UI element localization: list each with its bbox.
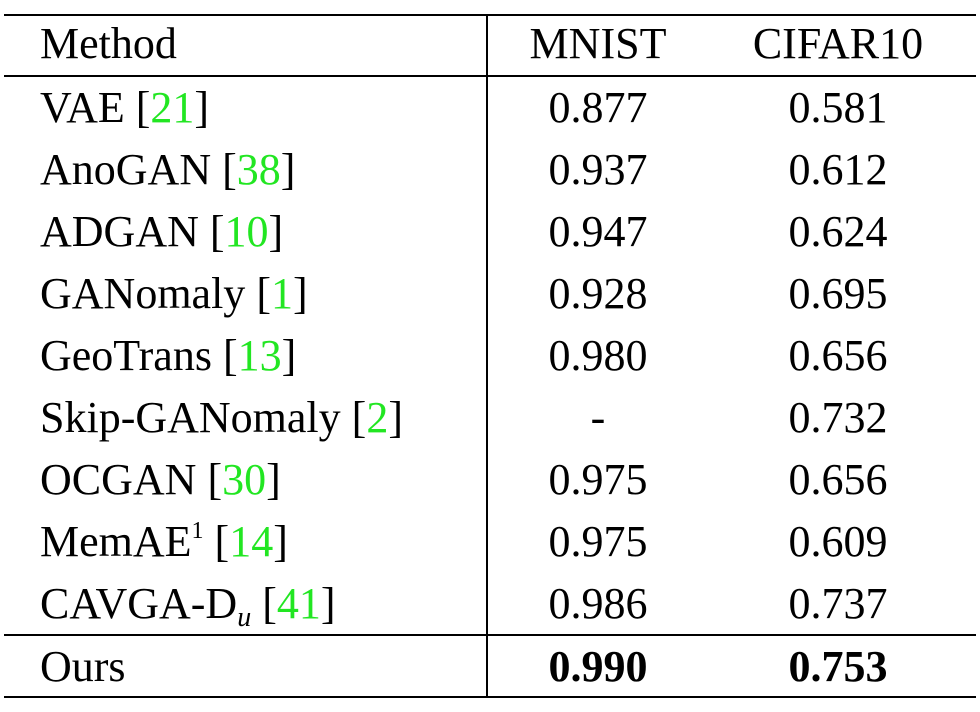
method-subscript: u xyxy=(237,602,252,633)
mnist-value: 0.937 xyxy=(548,145,648,194)
citation-link[interactable]: 13 xyxy=(237,331,282,380)
method-name: CAVGA-D xyxy=(40,579,238,628)
method-cell: GANomaly [1] xyxy=(40,269,308,318)
header-mnist: MNIST xyxy=(529,19,667,68)
cifar10-value: 0.624 xyxy=(788,207,888,256)
cifar10-value: 0.656 xyxy=(788,331,888,380)
mnist-value: 0.975 xyxy=(548,455,648,504)
citation-link[interactable]: 2 xyxy=(366,393,389,442)
header-cifar10: CIFAR10 xyxy=(752,19,924,68)
method-superscript: 1 xyxy=(191,518,204,544)
mnist-value: 0.928 xyxy=(548,269,648,318)
mnist-value: 0.980 xyxy=(548,331,648,380)
citation-link[interactable]: 38 xyxy=(236,145,281,194)
cifar10-value: 0.612 xyxy=(788,145,888,194)
mnist-value: 0.986 xyxy=(548,579,648,628)
method-cell: VAE [21] xyxy=(40,83,210,132)
ours-cifar10-value: 0.753 xyxy=(788,642,888,691)
table-row xyxy=(0,449,980,511)
table-row xyxy=(0,263,980,325)
mnist-value: - xyxy=(590,393,606,442)
method-name: ADGAN xyxy=(40,207,199,256)
table-row xyxy=(0,325,980,387)
table-row xyxy=(0,387,980,449)
table-row xyxy=(0,139,980,201)
header-method: Method xyxy=(40,19,177,68)
ours-mnist-value: 0.990 xyxy=(548,642,648,691)
method-cell: ADGAN [10] xyxy=(40,207,284,256)
method-name: AnoGAN xyxy=(40,145,212,194)
method-cell: MemAE$^1$ [14] xyxy=(40,517,288,566)
table-row xyxy=(0,511,980,573)
method-ours: Ours xyxy=(40,642,126,691)
citation-link[interactable]: 41 xyxy=(276,579,321,628)
cifar10-value: 0.695 xyxy=(788,269,888,318)
method-cell: AnoGAN [38] xyxy=(40,145,296,194)
method-cell: OCGAN [30] xyxy=(40,455,281,504)
cifar10-value: 0.656 xyxy=(788,455,888,504)
ours-row xyxy=(0,636,980,698)
citation-link[interactable]: 21 xyxy=(150,83,195,132)
cifar10-value: 0.609 xyxy=(788,517,888,566)
citation-link[interactable]: 30 xyxy=(222,455,267,504)
method-name: MemAE xyxy=(40,517,192,566)
method-name: GANomaly xyxy=(40,269,246,318)
mnist-value: 0.877 xyxy=(548,83,648,132)
mnist-value: 0.975 xyxy=(548,517,648,566)
mnist-value: 0.947 xyxy=(548,207,648,256)
method-name: OCGAN xyxy=(40,455,197,504)
citation-link[interactable]: 1 xyxy=(270,269,293,318)
citation-link[interactable]: 10 xyxy=(224,207,269,256)
method-cell: Skip-GANomaly [2] xyxy=(40,393,403,442)
table-row xyxy=(0,201,980,263)
method-name: VAE xyxy=(40,83,125,132)
method-cell: GeoTrans [13] xyxy=(40,331,297,380)
table-row xyxy=(0,77,980,139)
cifar10-value: 0.737 xyxy=(788,579,888,628)
method-cell: CAVGA-$D_u$ [41] xyxy=(40,579,336,633)
method-name: GeoTrans xyxy=(40,331,212,380)
citation-link[interactable]: 14 xyxy=(229,517,274,566)
method-name: Skip-GANomaly xyxy=(40,393,341,442)
table-row xyxy=(0,573,980,635)
cifar10-value: 0.581 xyxy=(788,83,888,132)
cifar10-value: 0.732 xyxy=(788,393,888,442)
header-row xyxy=(0,14,980,74)
